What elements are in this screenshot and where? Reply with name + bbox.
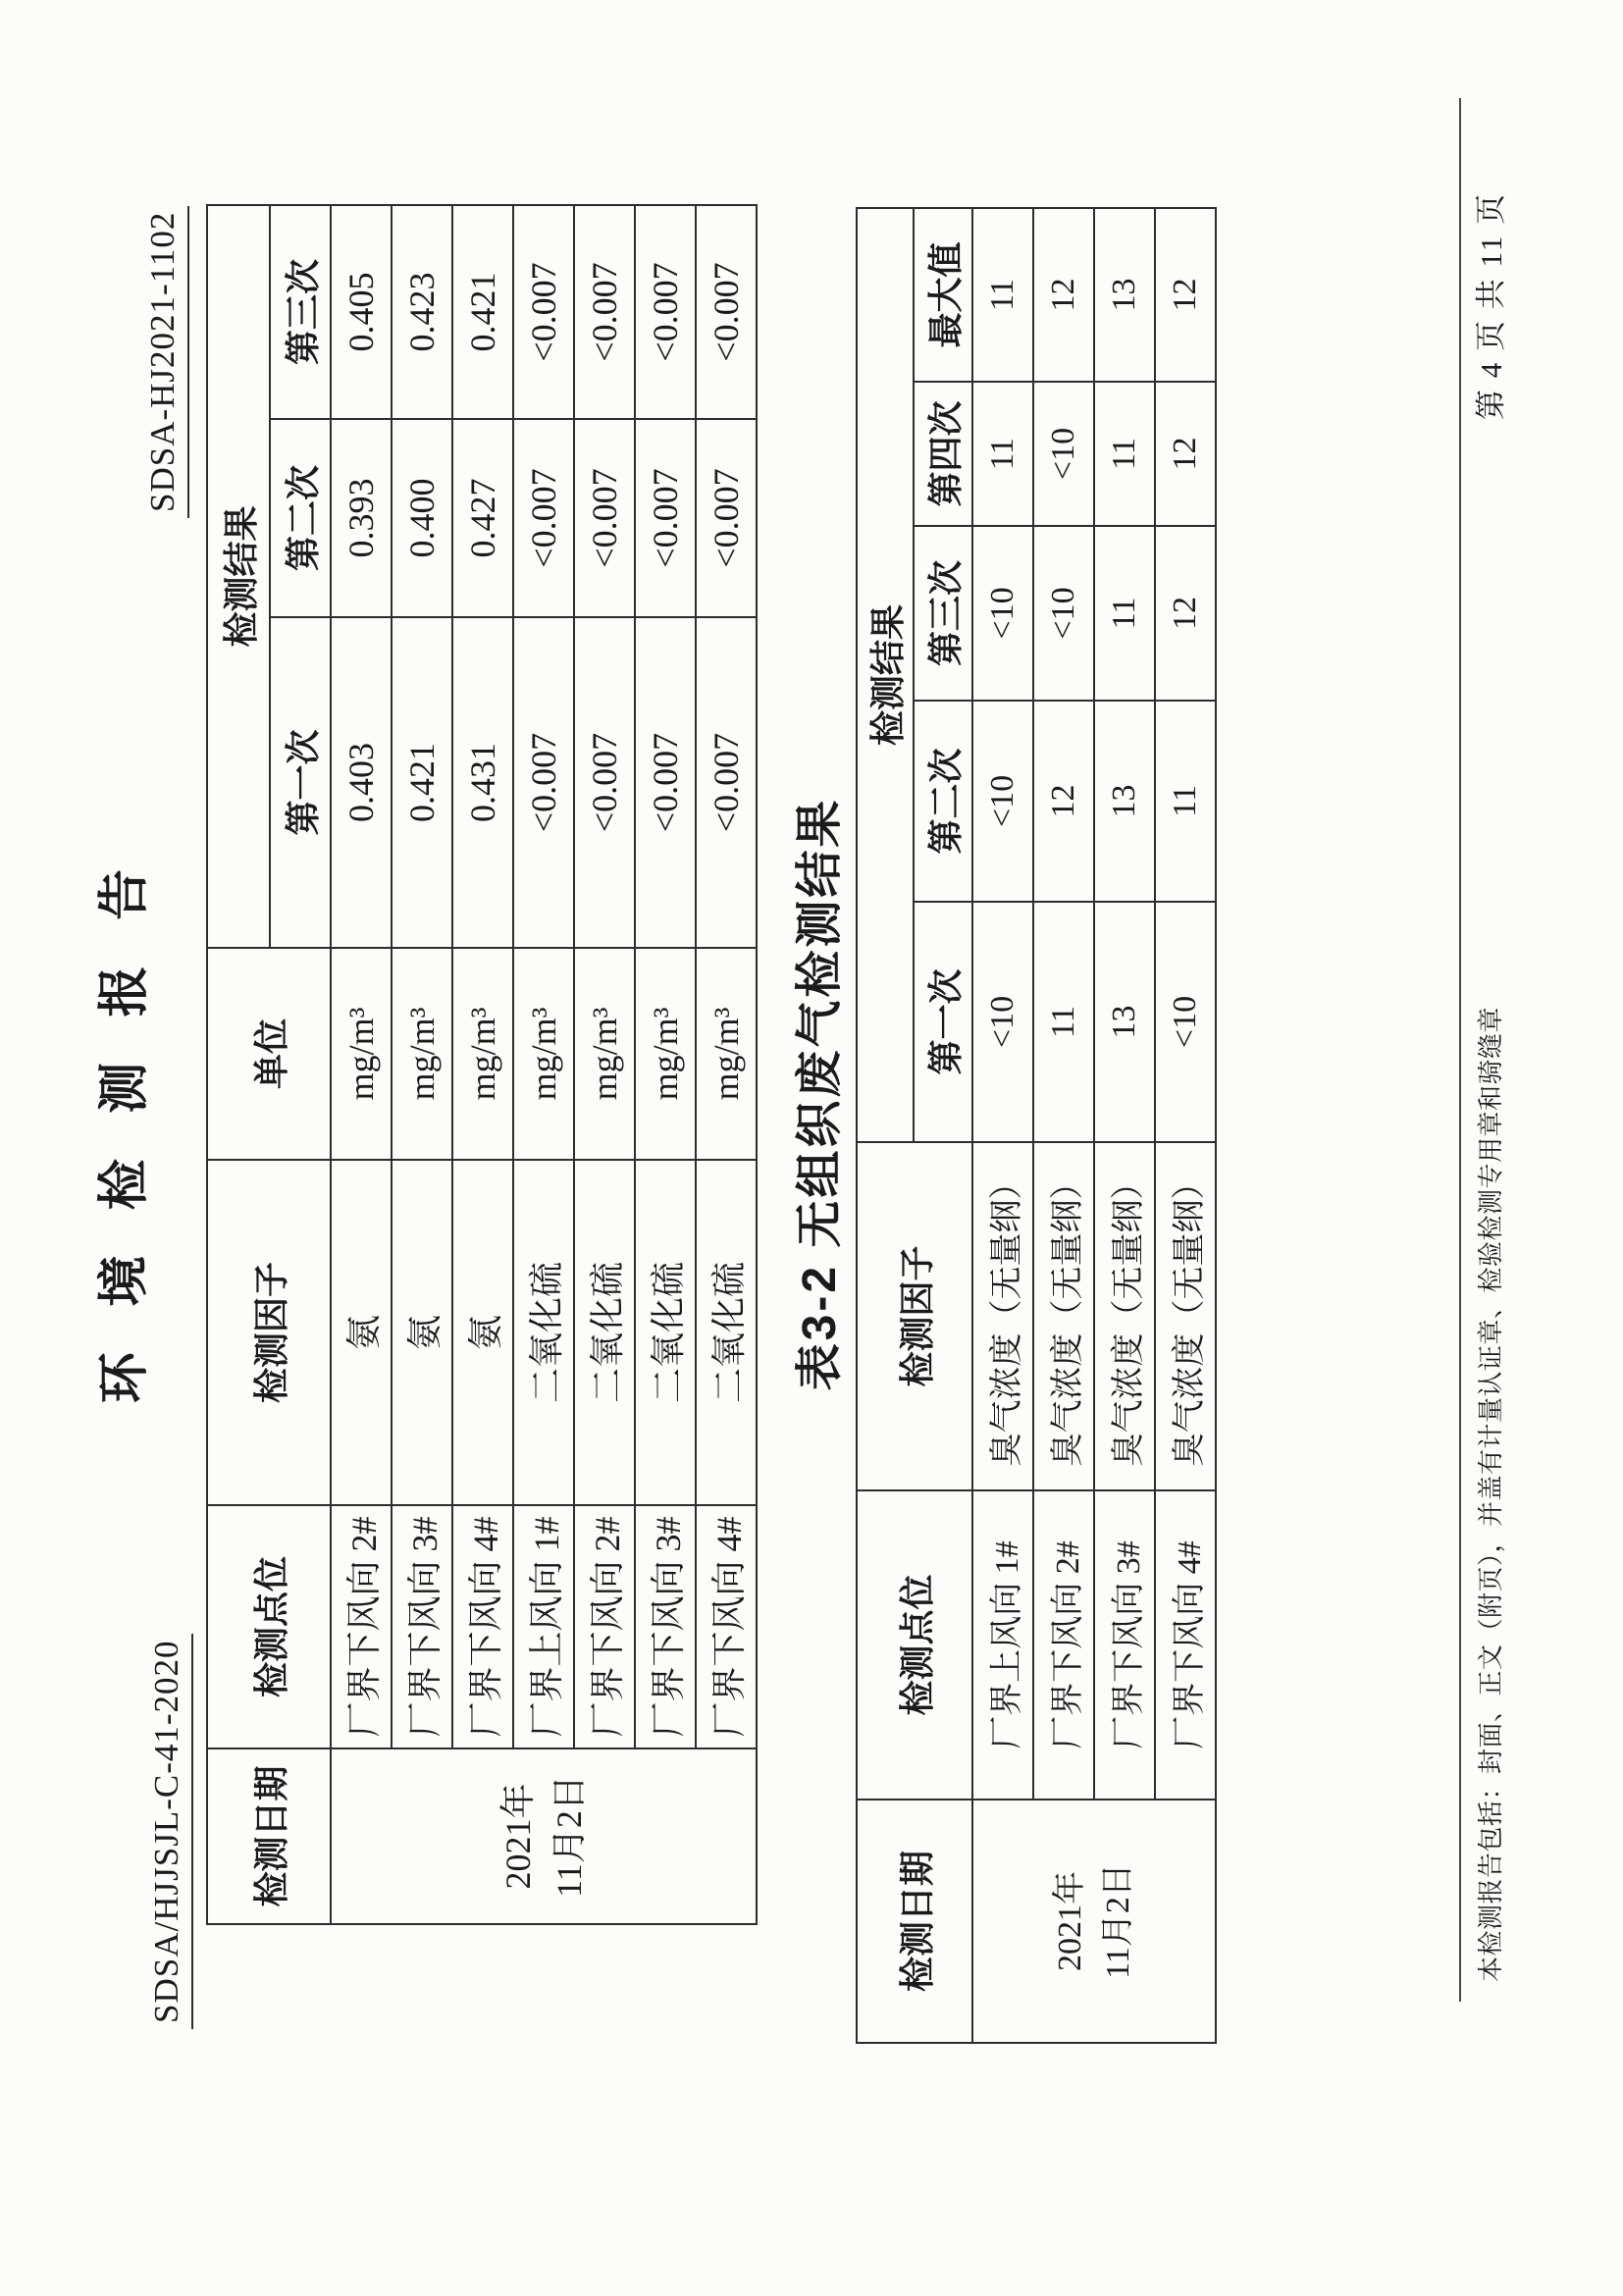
- cell-site: 厂界下风向 4#: [696, 1505, 757, 1748]
- footer-note: 本检测报告包括：封面、正文（附页），并盖有计量认证章、检验检测专用章和骑缝章: [1477, 1006, 1505, 1982]
- t1-date-cell: [331, 1748, 757, 1924]
- cell-third: <0.007: [696, 205, 757, 419]
- cell-third: <10: [972, 526, 1033, 701]
- cell-second: <0.007: [635, 419, 696, 617]
- cell-factor: 氨: [392, 1160, 452, 1505]
- cell-site: 厂界下风向 3#: [1094, 1490, 1155, 1800]
- cell-factor: 二氧化硫: [696, 1160, 757, 1505]
- t1-header-unit: 单位: [207, 948, 331, 1160]
- date-line2: 11月2日: [1100, 1863, 1136, 1979]
- cell-unit: mg/m³: [513, 948, 574, 1160]
- cell-third: 0.423: [392, 205, 452, 419]
- cell-unit: mg/m³: [574, 948, 635, 1160]
- cell-site: 厂界上风向 1#: [972, 1490, 1033, 1800]
- t2-header-fourth: 第四次: [914, 382, 972, 526]
- cell-second: 12: [1033, 701, 1094, 902]
- cell-fourth: <10: [1033, 382, 1094, 526]
- cell-third: 12: [1155, 526, 1216, 701]
- cell-factor: 臭气浓度（无量纲）: [972, 1142, 1033, 1490]
- cell-second: <10: [972, 701, 1033, 902]
- cell-fourth: 11: [972, 382, 1033, 526]
- cell-factor: 二氧化硫: [574, 1160, 635, 1505]
- cell-first: 13: [1094, 902, 1155, 1142]
- cell-site: 厂界上风向 1#: [513, 1505, 574, 1748]
- cell-first: <0.007: [696, 617, 757, 948]
- cell-site: 厂界下风向 3#: [392, 1505, 452, 1748]
- t1-header-result: 检测结果: [207, 205, 270, 948]
- cell-unit: mg/m³: [392, 948, 452, 1160]
- cell-factor: 臭气浓度（无量纲）: [1033, 1142, 1094, 1490]
- t2-header-factor: 检测因子: [857, 1142, 972, 1490]
- page-indicator: 第 4 页 共 11 页: [1474, 191, 1508, 420]
- cell-max: 12: [1155, 208, 1216, 382]
- cell-unit: mg/m³: [452, 948, 513, 1160]
- cell-site: 厂界下风向 2#: [331, 1505, 392, 1748]
- t1-header-factor: 检测因子: [207, 1160, 331, 1505]
- cell-second: 11: [1155, 701, 1216, 902]
- cell-third: 0.405: [331, 205, 392, 419]
- cell-first: 11: [1033, 902, 1094, 1142]
- table-row: [331, 205, 392, 1924]
- table-row: [452, 205, 513, 1924]
- cell-factor: 臭气浓度（无量纲）: [1155, 1142, 1216, 1490]
- t2-header-site: 检测点位: [857, 1490, 972, 1800]
- cell-unit: mg/m³: [696, 948, 757, 1160]
- cell-second: 13: [1094, 701, 1155, 902]
- cell-factor: 二氧化硫: [513, 1160, 574, 1505]
- table-row: [1094, 208, 1155, 2043]
- cell-site: 厂界下风向 2#: [574, 1505, 635, 1748]
- cell-factor: 氨: [331, 1160, 392, 1505]
- cell-first: 0.421: [392, 617, 452, 948]
- table-fugitive-gas-results: [856, 207, 1217, 2044]
- t1-header-third: 第三次: [270, 205, 331, 419]
- cell-factor: 二氧化硫: [635, 1160, 696, 1505]
- cell-fourth: 12: [1155, 382, 1216, 526]
- cell-first: <10: [972, 902, 1033, 1142]
- t2-header-third: 第三次: [914, 526, 972, 701]
- cell-third: 11: [1094, 526, 1155, 701]
- t1-header-first: 第一次: [270, 617, 331, 948]
- document-code-right: SDSA-HJ2021-1102: [143, 206, 189, 518]
- table-row: [1155, 208, 1216, 2043]
- page-title: 环 境 检 测 报 告: [96, 853, 153, 1404]
- cell-second: 0.427: [452, 419, 513, 617]
- t1-header-site: 检测点位: [207, 1505, 331, 1748]
- cell-second: <0.007: [574, 419, 635, 617]
- table-row: [574, 205, 635, 1924]
- cell-third: <0.007: [635, 205, 696, 419]
- t1-header-date: 检测日期: [207, 1748, 331, 1924]
- cell-max: 12: [1033, 208, 1094, 382]
- cell-factor: 臭气浓度（无量纲）: [1094, 1142, 1155, 1490]
- date-line1: 2021年: [497, 1783, 538, 1890]
- cell-site: 厂界下风向 3#: [635, 1505, 696, 1748]
- t2-date-cell: [972, 1800, 1216, 2043]
- cell-unit: mg/m³: [635, 948, 696, 1160]
- cell-second: 0.393: [331, 419, 392, 617]
- table2-caption: 表3-2 无组织废气检测结果: [794, 797, 846, 1391]
- t2-header-max: 最大值: [914, 208, 972, 382]
- document-code-left: SDSA/HJJSJL-C-41-2020: [147, 1635, 193, 2030]
- t2-header-date: 检测日期: [857, 1800, 972, 2043]
- t2-header-result: 检测结果: [857, 208, 914, 1142]
- t1-header-second: 第二次: [270, 419, 331, 617]
- table-row: [696, 205, 757, 1924]
- cell-site: 厂界下风向 2#: [1033, 1490, 1094, 1800]
- date-line1: 2021年: [1051, 1871, 1088, 1971]
- date-line2: 11月2日: [550, 1775, 589, 1898]
- cell-fourth: 11: [1094, 382, 1155, 526]
- footer-divider: [1459, 98, 1461, 2002]
- table-row: [972, 208, 1033, 2043]
- cell-factor: 氨: [452, 1160, 513, 1505]
- cell-site: 厂界下风向 4#: [452, 1505, 513, 1748]
- cell-third: 0.421: [452, 205, 513, 419]
- cell-first: <0.007: [635, 617, 696, 948]
- cell-third: <10: [1033, 526, 1094, 701]
- t2-header-second: 第二次: [914, 701, 972, 902]
- table-row: [392, 205, 452, 1924]
- cell-second: 0.400: [392, 419, 452, 617]
- cell-first: 0.403: [331, 617, 392, 948]
- cell-third: <0.007: [513, 205, 574, 419]
- cell-third: <0.007: [574, 205, 635, 419]
- cell-site: 厂界下风向 4#: [1155, 1490, 1216, 1800]
- table-air-results: [206, 204, 758, 1925]
- cell-first: <10: [1155, 902, 1216, 1142]
- cell-first: <0.007: [513, 617, 574, 948]
- cell-second: <0.007: [513, 419, 574, 617]
- cell-first: 0.431: [452, 617, 513, 948]
- table-row: [1033, 208, 1094, 2043]
- cell-unit: mg/m³: [331, 948, 392, 1160]
- cell-max: 13: [1094, 208, 1155, 382]
- cell-max: 11: [972, 208, 1033, 382]
- t2-header-first: 第一次: [914, 902, 972, 1142]
- cell-first: <0.007: [574, 617, 635, 948]
- cell-second: <0.007: [696, 419, 757, 617]
- table-row: [513, 205, 574, 1924]
- table-row: [635, 205, 696, 1924]
